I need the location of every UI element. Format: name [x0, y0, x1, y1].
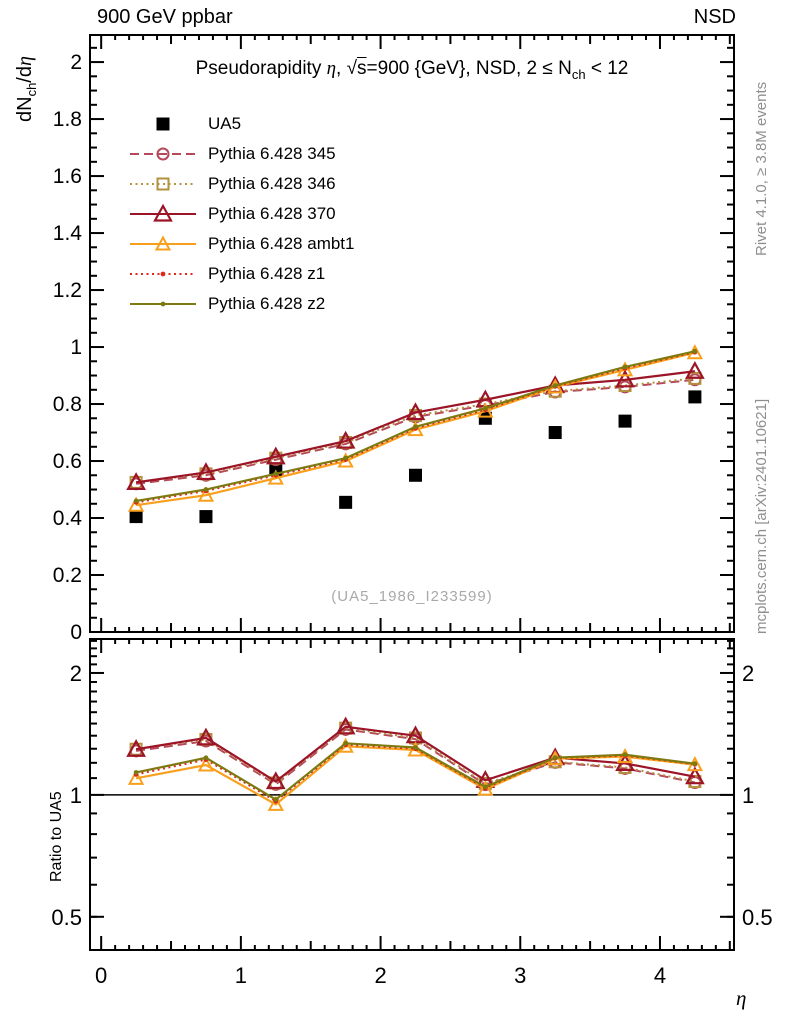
- svg-text:1: 1: [742, 782, 755, 808]
- legend-marker-dot: [128, 291, 198, 317]
- legend-marker-triangle-open: [128, 231, 198, 257]
- header-event-class-label: NSD: [693, 6, 736, 28]
- legend-label: Pythia 6.428 z2: [208, 294, 326, 313]
- legend-marker-square-open: [128, 171, 198, 197]
- legend-marker-square-filled: [128, 111, 198, 137]
- svg-text:0.2: 0.2: [52, 564, 82, 588]
- svg-text:2: 2: [742, 660, 755, 686]
- svg-text:0.8: 0.8: [52, 393, 82, 417]
- svg-text:1: 1: [70, 336, 82, 360]
- legend-label: Pythia 6.428 370: [208, 204, 336, 223]
- ylabel-subscript: ch: [24, 82, 39, 97]
- legend-label: Pythia 6.428 346: [208, 174, 336, 193]
- svg-text:2: 2: [374, 963, 387, 988]
- legend-label: Pythia 6.428 ambt1: [208, 234, 355, 253]
- plot-title-part: ,: [336, 58, 347, 79]
- y-axis-title-ratio: Ratio to UA5: [48, 791, 65, 882]
- sqrt-s-symbol: s: [357, 58, 367, 79]
- plot-title-part: =900 {GeV}, NSD, 2 ≤ N: [366, 58, 572, 79]
- legend-label: UA5: [208, 114, 242, 133]
- mcplots-arxiv-note: mcplots.cern.ch [arXiv:2401.10621]: [753, 398, 770, 634]
- legend-item-0: [128, 109, 354, 139]
- plot-title-part: < 12: [585, 58, 629, 79]
- svg-text:1.6: 1.6: [52, 165, 82, 189]
- legend-marker-circle-open: [128, 141, 198, 167]
- svg-text:0: 0: [70, 621, 82, 644]
- svg-text:0.5: 0.5: [51, 904, 82, 930]
- legend-item-1: [128, 139, 354, 169]
- svg-text:4: 4: [653, 963, 667, 988]
- y-axis-ratio-ticks: [51, 641, 772, 930]
- svg-text:1: 1: [69, 782, 82, 808]
- legend-item-6: [128, 289, 354, 319]
- sqrt-symbol: √: [346, 58, 358, 79]
- x-axis-title: η: [736, 986, 747, 1010]
- legend-item-2: [128, 169, 354, 199]
- svg-text:1.2: 1.2: [52, 279, 82, 303]
- header-beam-label: 900 GeV ppbar: [97, 6, 233, 28]
- legend-label: Pythia 6.428 345: [208, 144, 336, 163]
- rivet-version-note: Rivet 4.1.0, ≥ 3.8M events: [753, 81, 770, 256]
- svg-text:1: 1: [234, 963, 247, 988]
- ratio-series-pythia-6-428-370: [128, 719, 703, 788]
- svg-text:3: 3: [514, 963, 527, 988]
- legend-marker-triangle-open-large: [128, 201, 198, 227]
- svg-text:0: 0: [95, 963, 108, 988]
- svg-text:1.4: 1.4: [52, 222, 82, 246]
- plot-title: [90, 58, 734, 82]
- ylabel-part: /d: [14, 66, 36, 83]
- eta-symbol: η: [326, 58, 337, 79]
- eta-symbol: η: [14, 56, 36, 66]
- svg-text:2: 2: [69, 660, 82, 686]
- svg-text:0.4: 0.4: [52, 507, 82, 531]
- legend-label: Pythia 6.428 z1: [208, 264, 326, 283]
- legend-item-5: [128, 259, 354, 289]
- plot-title-part: Pseudorapidity: [195, 58, 327, 79]
- svg-text:0.5: 0.5: [742, 904, 773, 930]
- legend-item-4: [128, 229, 354, 259]
- svg-text:0.6: 0.6: [52, 450, 82, 474]
- legend-item-3: [128, 199, 354, 229]
- y-axis-title-main: [14, 56, 39, 122]
- svg-text:2: 2: [70, 51, 82, 75]
- svg-text:1.8: 1.8: [52, 108, 82, 132]
- legend: [128, 109, 354, 319]
- x-axis-tick-labels: [95, 963, 666, 988]
- nch-subscript: ch: [571, 67, 586, 82]
- analysis-id-watermark: (UA5_1986_I233599): [331, 588, 493, 605]
- ylabel-part: dN: [14, 96, 36, 122]
- legend-marker-dot: [128, 261, 198, 287]
